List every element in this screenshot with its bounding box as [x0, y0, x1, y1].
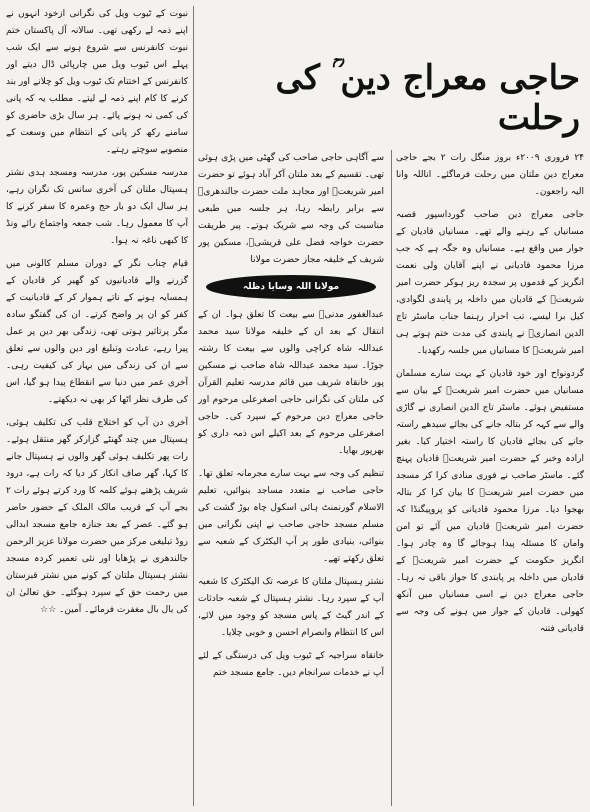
paragraph: حاجی معراج دین صاحب گورداسپور قصبہ مسانیاں کے رہنے والے تھے۔ مسانیاں قادیان کے جوار میں واقع ہے۔ مسانیاں وہ جگہ ہے کہ جب مرزا محمود قادیانی نے اپنے آقایان ولی نعمت انگریز کے قدموں پر سجدہ ریز ہوکر حضرت امیر شریعتؒ کے قادیان میں داخلہ پر پابندی لگوادی، کیل برا لیسے، تب احرار رہنما جناب ماسٹر تاج الدین انصاریؒ نے پابندی کی مدت ختم ہوتے ہی امیر شریعتؒ کا مسانیاں میں جلسہ رکھدیا۔: [396, 210, 584, 356]
paragraph: آخری دن آپ کو اختلاج قلب کی تکلیف ہوئی، ہسپتال میں چند گھنٹے گزارکر گھر منتقل ہوئے۔ رات پھر تکلیف ہوئی گھر والوں نے ہسپتال جانے کا کہا، گھر صاف انکار کر دیا کہ رات ہے، درود شریف پڑھتے ہوئے کلمہ کا ورد کرتے ہوئے رات ۲ بجے آپ کے قریب مالک الملک کے حضور حاضر ہو گئے۔ عصر کے بعد جنازہ جامع مسجد ابدالی روڈ تبلیغی مرکز میں حضرت مولانا عزیز الرحمن جالندھری نے پڑھایا اور نئی تعمیر کردہ مسجد نشتر ہسپتال ملتان کے کونے میں نشتر قبرستان میں رحمت حق کے سپرد ہوگئے۔ حق تعالیٰ ان کی بال بال مغفرت فرمائے۔ آمین۔ ☆☆: [6, 418, 188, 615]
column-divider: [391, 150, 392, 806]
paragraph: تنظیم کی وجہ سے بہت سارے مجرمانہ تعلق تھا۔ حاجی صاحب نے متعدد مساجد بنوائیں، تعلیم الاسلام گورنمنٹ ہائی اسکول چاہ بوڑ گشت کی مسلم مسجد حاجی صاحب نے اپنی نگرانی میں بنوائی، بنیادی طور پر آپ الیکٹرک کے شعبہ سے تعلق رکھتے تھے۔: [198, 469, 384, 564]
author-banner: مولانا اللہ وسایا دظلہ: [206, 275, 376, 299]
article-column-middle: [198, 150, 384, 808]
article-column-left: [6, 6, 188, 808]
paragraph: عبدالغفور مدنیؒ سے بیعت کا تعلق ہوا۔ ان کے انتقال کے بعد ان کے خلیفہ مولانا سید محمد عبداللہ شاہ کراچی والوں سے بیعت کا رشتہ جوڑا۔ سید محمد عبداللہ شاہ صاحب نے مسکین پور خانقاہ شریف میں قائم مدرسہ تعلیم القرآن کی ملتان کی نگرانی حاجی اصغرعلی مرحوم اور حاجی معراج دین مرحوم کے سپرد کی۔ حاجی اصغرعلی مرحوم کے بعد اکیلے اس ذمہ داری کو بھرپور بھایا۔: [198, 310, 384, 456]
paragraph: خانقاہ سراجیہ کے ٹیوب ویل کی درستگی کے لئے آپ نے خدمات سرانجام دیں۔ جامع مسجد ختم: [198, 651, 384, 678]
column-divider: [193, 6, 194, 806]
article-column-right: [396, 150, 584, 808]
paragraph: مدرسہ مسکین پور، مدرسہ ومسجد ہدی نشتر ہسپتال ملتان کی آخری سانس تک نگران رہے، ہر سال ایک دو بار حج وعمرہ کا سفر کرنے کا آپ کا معمول رہا۔ شب جمعہ واجتماع رائے ونڈ کا کبھی ناغہ نہ ہوا۔: [6, 168, 188, 246]
paragraph: قیام چناب نگر کے دوران مسلم کالونی میں گزرنے والے قادیانیوں کو گھیر کر قادیان کے ہمسایہ ہونے کے ناتے ہموار کر کے قادیانیت کے کفر کو ان پر واضح کرتے۔ ان کی گفتگو سادہ مگر پرتاثیر ہوتی تھی، زندگی بھر دین پر عمل پیرا رہے، عبادت وتبلیغ اور دین والوں سے تعلق سے ان کی زندگی میں بہار کی کیفیت رہی۔ آخری عمر میں دنیا سے انقطاع پیدا ہو گیا، اس کی طرف نظر اٹھا کر بھی نہ دیکھتے۔: [6, 259, 188, 405]
paragraph: نبوت کے ٹیوب ویل کی نگرانی ازخود انہوں نے اپنے ذمہ لے رکھی تھی۔ سالانہ آل پاکستان ختم نبوت کانفرنس سے شروع ہونے سے ایک شب پہلے اس ٹیوب ویل میں چارپائی ڈال دیتے اور کانفرنس کے اختتام تک ٹیوب ویل کو چلانے اور بند کرنے کا کام اپنے ذمہ لے لیتے۔ مطلب یہ کہ پانی کی کمی نہ ہونے پائے۔ ہر سال بڑی حاضری کو سامنے رکھ کر پانی کے انتظام میں وسعت کے منصوبے سوچتے رہتے۔: [6, 9, 188, 155]
article-headline: حاجی معراج دین ؒ کی رحلت: [275, 58, 580, 138]
paragraph: گردونواح اور خود قادیان کے بہت سارے مسلمان مسانیاں میں حضرت امیر شریعتؒ کے بیان سے مستفیض ہوئے۔ ماسٹر تاج الدین انصاری نے گاڑی والے سے کہہ کر بتالہ جانے کی بجائے سیدھے راستہ جانے کی بجائے قادیان کا راستہ اختیار کیا۔ بغیر ارادہ وخبر کے حضرت امیر شریعتؒ قادیان پہنچ گئے۔ ماسٹر صاحب نے فوری منادی کرا کر مسجد میں حضرت امیر شریعتؒ کا بیان کرا کر بتالہ بھجوا دیا۔ مرزا محمود قادیانی کو پروپیگنڈا کہ حضرت امیر شریعتؒ قادیان میں آئے تو امن وامان کا مسئلہ پیدا ہوجائے گا وہ چادر ہوا۔ انگریز حکومت کے حضرت امیر شریعتؒ کے قادیان میں داخلہ پر پابندی کا جواز باقی نہ رہا۔ حاجی معراج دین نے اسی مسانیاں میں آنکھ کھولی۔ قادیان کے جوار میں ہونے کی وجہ سے قادیانی فتنہ: [396, 369, 584, 634]
paragraph: سے آگاہی حاجی صاحب کی گھٹی میں پڑی ہوئی تھی۔ تقسیم کے بعد ملتان آکر آباد ہوئے تو حضرت امیر شریعتؒ اور مجاہد ملت حضرت جالندھریؒ سے برابر رابطہ رہا، ہر جلسہ میں طبعی مناسبت کی وجہ سے شریک ہوتے۔ پیر طریقت حضرت خواجہ فضل علی قریشیؒ، مسکین پور شریف کے خلیفہ مجاز حضرت مولانا: [198, 153, 384, 265]
paragraph: ۲۴ فروری ۲۰۰۹ء بروز منگل رات ۲ بجے حاجی معراج دین ملتان میں رحلت فرماگئے۔ اناللہ وانا الیہ راجعون۔: [396, 153, 584, 197]
paragraph: نشتر ہسپتال ملتان کا عرصہ تک الیکٹرک کا شعبہ آپ کے سپرد رہا۔ نشتر ہسپتال کے شعبہ حادثات کے اندر گیٹ کے پاس مسجد کو وجود میں لائے، اس کا انتظام وانصرام احسن و خوبی چلایا۔: [198, 577, 384, 638]
